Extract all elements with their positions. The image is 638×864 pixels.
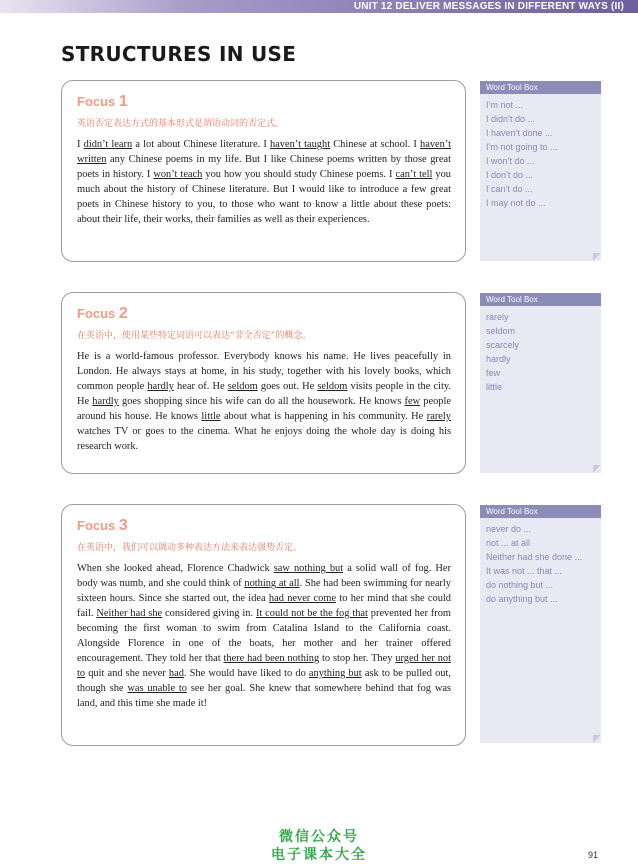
tool-item: hardly bbox=[486, 354, 511, 364]
focus-title bbox=[77, 93, 451, 111]
text-run: I bbox=[77, 139, 84, 150]
tool-item: I may not do ... bbox=[486, 198, 546, 208]
underlined-phrase: seldom bbox=[317, 381, 348, 392]
underlined-phrase: It could not be the fog that bbox=[255, 608, 368, 619]
underlined-phrase: saw nothing but bbox=[273, 563, 344, 574]
text-run: When she looked ahead, Florence Chadwick bbox=[77, 563, 274, 574]
focus-paragraph bbox=[77, 561, 451, 711]
underlined-phrase: seldom bbox=[227, 381, 258, 392]
watermark-line-2: 电子课本大全 bbox=[271, 847, 367, 863]
tool-item: I didn’t do ... bbox=[486, 114, 536, 124]
text-run: any Chinese poems in my life. But I like Chinese poems written by those great poets in history. I bbox=[77, 154, 451, 180]
text-run: you how you should study Chinese poems. I bbox=[202, 169, 396, 180]
underlined-phrase: had bbox=[168, 668, 184, 679]
tool-item: I don’t do ... bbox=[486, 170, 534, 180]
underlined-phrase: haven’t taught bbox=[269, 139, 331, 150]
word-tool-box-2 bbox=[480, 293, 601, 473]
text-run: prevented her from becoming the first woman to swim from Catalina Island to the California coast. Alongside Florence in one of the boats, her mother and her trainer offered encouragement. They told her that bbox=[77, 608, 451, 664]
focus-subtitle: 英语否定表达方式的基本形式是谓语动词的否定式。 bbox=[77, 119, 285, 129]
page-fold-icon bbox=[593, 253, 601, 261]
focus-subtitle: 在英语中，使用某些特定词语可以表达“非全否定”的概念。 bbox=[77, 331, 312, 341]
word-tool-box-3 bbox=[480, 505, 601, 743]
unit-title: UNIT 12 DELIVER MESSAGES IN DIFFERENT WAYS (II) bbox=[353, 1, 624, 12]
text-run: see her goal. She knew that somewhere behind that fog was land, and this time she made it! bbox=[77, 683, 451, 709]
focus-box-3 bbox=[61, 504, 466, 746]
underlined-phrase: little bbox=[201, 411, 221, 422]
tool-box-list bbox=[480, 518, 601, 606]
text-run: to her mind that she could fail. bbox=[77, 593, 451, 619]
focus-label: Focus bbox=[77, 306, 116, 321]
focus-label: Focus bbox=[77, 518, 116, 533]
underlined-phrase: anything but bbox=[308, 668, 362, 679]
focus-title bbox=[77, 517, 451, 535]
page-fold-icon bbox=[593, 465, 601, 473]
underlined-phrase: rarely bbox=[426, 411, 451, 422]
focus-label: Focus bbox=[77, 94, 116, 109]
focus-title bbox=[77, 305, 451, 323]
tool-item: I won’t do ... bbox=[486, 156, 535, 166]
text-run: goes out. He bbox=[257, 381, 318, 392]
underlined-phrase: few bbox=[404, 396, 421, 407]
text-run: hear of. He bbox=[173, 381, 228, 392]
text-run: ask to be pulled out, though she bbox=[77, 668, 451, 694]
tool-item: It was not ... that ... bbox=[486, 566, 563, 576]
text-run: . She had been swimming for nearly sixteen hours. Since she started out, the idea bbox=[77, 578, 451, 604]
focus-paragraph bbox=[77, 137, 451, 227]
text-run: considered giving in. bbox=[162, 608, 256, 619]
text-run: quit and she never bbox=[85, 668, 169, 679]
tool-item: seldom bbox=[486, 326, 516, 336]
tool-item: little bbox=[486, 382, 503, 392]
tool-box-list bbox=[480, 306, 601, 394]
underlined-phrase: was unable to bbox=[127, 683, 187, 694]
underlined-phrase: can’t tell bbox=[395, 169, 433, 180]
tool-item: never do ... bbox=[486, 524, 532, 534]
header-bar bbox=[0, 0, 638, 13]
underlined-phrase: nothing at all bbox=[244, 578, 300, 589]
text-run: visits people in the city. He bbox=[77, 381, 451, 407]
underlined-phrase: haven’t written bbox=[77, 139, 452, 165]
tool-item: I’m not going to ... bbox=[486, 142, 558, 152]
watermark-line-1: 微信公众号 bbox=[279, 829, 359, 845]
focus-number: 3 bbox=[118, 517, 128, 534]
underlined-phrase: won’t teach bbox=[153, 169, 203, 180]
text-run: you much about the history of Chinese literature. But I would like to introduce a few great poets in Chinese history to you, to those who want to know a little about these poets: about their life, their works, their families as well as their experiences. bbox=[77, 169, 451, 225]
underlined-phrase: had never come bbox=[268, 593, 337, 604]
focus-subtitle: 在英语中，我们可以调动多种表达方法来表达强势否定。 bbox=[77, 543, 303, 553]
text-run: Chinese at school. I bbox=[330, 139, 421, 150]
word-tool-box-1 bbox=[480, 81, 601, 261]
focus-number: 2 bbox=[118, 305, 128, 322]
focus-box-1 bbox=[61, 80, 466, 262]
tool-item: I’m not ... bbox=[486, 100, 524, 110]
tool-box-title: Word Tool Box bbox=[480, 293, 601, 306]
text-run: He is a world-famous professor. Everybody knows his name. He lives peacefully in London. He always stays at home, in his study, together with his lovely books, which common people bbox=[77, 351, 451, 392]
tool-item: do anything but ... bbox=[486, 594, 558, 604]
tool-item: not ... at all bbox=[486, 538, 531, 548]
focus-paragraph bbox=[77, 349, 451, 454]
underlined-phrase: there had been nothing bbox=[223, 653, 320, 664]
text-run: . She would have liked to do bbox=[183, 668, 309, 679]
text-run: a lot about Chinese literature. I bbox=[132, 139, 270, 150]
tool-item: rarely bbox=[486, 312, 509, 322]
text-run: watches TV or goes to the cinema. What he enjoys doing the whole day is doing his research work. bbox=[77, 426, 451, 452]
underlined-phrase: urged her not to bbox=[77, 653, 451, 679]
focus-number: 1 bbox=[118, 93, 128, 110]
underlined-phrase: Neither had she bbox=[96, 608, 163, 619]
tool-item: do nothing but ... bbox=[486, 580, 554, 590]
section-title: STRUCTURES IN USE bbox=[61, 42, 297, 66]
text-run: about what is happening in his community. He bbox=[220, 411, 427, 422]
tool-box-list bbox=[480, 94, 601, 210]
focus-box-2 bbox=[61, 292, 466, 474]
tool-item: Neither had she done ... bbox=[486, 552, 583, 562]
tool-box-title: Word Tool Box bbox=[480, 81, 601, 94]
underlined-phrase: didn’t learn bbox=[83, 139, 133, 150]
underlined-phrase: hardly bbox=[147, 381, 174, 392]
tool-item: I can’t do ... bbox=[486, 184, 533, 194]
tool-item: few bbox=[486, 368, 501, 378]
page-number: 91 bbox=[587, 850, 598, 860]
underlined-phrase: hardly bbox=[92, 396, 119, 407]
page-fold-icon bbox=[593, 735, 601, 743]
tool-box-title: Word Tool Box bbox=[480, 505, 601, 518]
text-run: to stop her. They bbox=[319, 653, 396, 664]
text-run: goes shopping since his wife can do all the housework. He knows bbox=[118, 396, 405, 407]
text-run: a solid wall of fog. Her body was numb, and she could think of bbox=[77, 563, 451, 589]
tool-item: scarcely bbox=[486, 340, 520, 350]
text-run: people around his house. He knows bbox=[77, 396, 451, 422]
tool-item: I haven’t done ... bbox=[486, 128, 553, 138]
